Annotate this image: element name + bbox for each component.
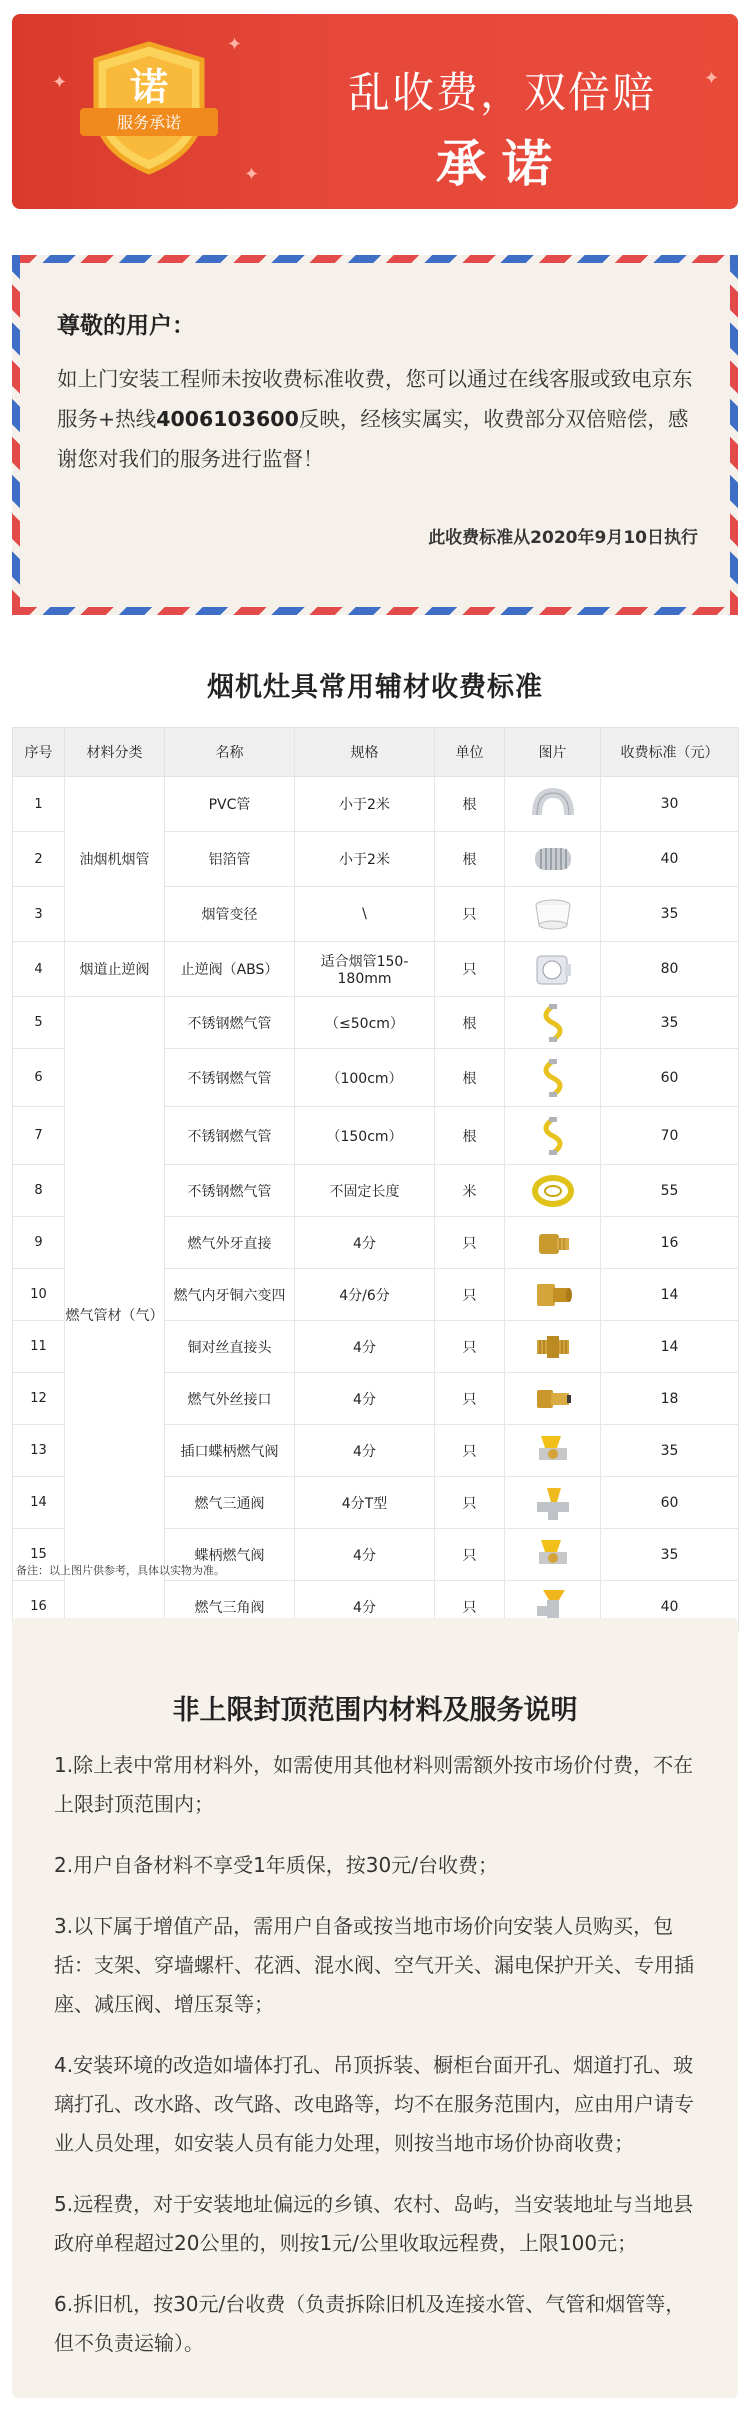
unit-cell: 只	[435, 942, 505, 997]
unit-cell: 只	[435, 1217, 505, 1269]
image-cell	[505, 1477, 601, 1529]
check-valve-icon	[531, 950, 575, 988]
price-cell: 18	[601, 1373, 739, 1425]
image-cell	[505, 1107, 601, 1165]
row-number-cell: 14	[13, 1477, 65, 1529]
spec-cell: 4分	[295, 1581, 435, 1633]
spec-cell: 4分	[295, 1217, 435, 1269]
item-name-cell: 燃气内牙铜六变四	[165, 1269, 295, 1321]
price-cell: 55	[601, 1165, 739, 1217]
pipe-reducer-icon	[531, 895, 575, 933]
row-number-cell: 6	[13, 1049, 65, 1107]
letter-body-text: 如上门安装工程师未按收费标准收费，您可以通过在线客服或致电京东服务+热线	[57, 367, 693, 431]
header-cell: 单位	[435, 728, 505, 777]
sparkle-icon: ✦	[244, 164, 260, 185]
explanation-list	[54, 1746, 704, 2385]
row-number-cell: 2	[13, 832, 65, 887]
table-note: 备注：以上图片供参考，具体以实物为准。	[16, 1564, 225, 1577]
row-number-cell: 10	[13, 1269, 65, 1321]
gas-hose-coil-icon	[531, 1172, 575, 1210]
table-header-row	[13, 728, 739, 777]
unit-cell: 根	[435, 1107, 505, 1165]
image-cell	[505, 1165, 601, 1217]
notice-letter	[12, 255, 738, 615]
image-cell	[505, 1049, 601, 1107]
spec-cell: （≤50cm）	[295, 997, 435, 1049]
row-number-cell: 7	[13, 1107, 65, 1165]
unit-cell: 只	[435, 1425, 505, 1477]
fee-table	[12, 727, 739, 1633]
unit-cell: 根	[435, 997, 505, 1049]
price-cell: 70	[601, 1107, 739, 1165]
row-number-cell: 9	[13, 1217, 65, 1269]
row-number-cell: 11	[13, 1321, 65, 1373]
explanation-item: 3.以下属于增值产品，需用户自备或按当地市场价向安装人员购买，包括：支架、穿墙螺杆、花洒、混水阀、空气开关、漏电保护开关、专用插座、减压阀、增压泵等；	[54, 1914, 694, 2016]
price-cell: 60	[601, 1477, 739, 1529]
spec-cell: 4分	[295, 1321, 435, 1373]
spec-cell: 4分T型	[295, 1477, 435, 1529]
badge-char: 诺	[129, 67, 169, 109]
spec-cell: 4分	[295, 1529, 435, 1581]
spec-cell: 4分	[295, 1373, 435, 1425]
spec-cell: 小于2米	[295, 832, 435, 887]
table-row	[13, 777, 739, 832]
header-cell: 序号	[13, 728, 65, 777]
unit-cell: 根	[435, 777, 505, 832]
header-cell: 名称	[165, 728, 295, 777]
spec-cell: 不固定长度	[295, 1165, 435, 1217]
row-number-cell: 12	[13, 1373, 65, 1425]
unit-cell: 根	[435, 832, 505, 887]
sparkle-icon: ✦	[704, 68, 720, 89]
letter-greeting: 尊敬的用户：	[57, 313, 195, 339]
spec-cell: 4分	[295, 1425, 435, 1477]
foil-pipe-icon	[531, 840, 575, 878]
brass-fitting-icon	[531, 1224, 575, 1262]
item-name-cell: 不锈钢燃气管	[165, 1107, 295, 1165]
image-cell	[505, 1425, 601, 1477]
item-name-cell: 燃气外丝接口	[165, 1373, 295, 1425]
spec-cell: \	[295, 887, 435, 942]
price-cell: 14	[601, 1269, 739, 1321]
airmail-border	[12, 255, 738, 263]
brass-reducer-icon	[531, 1276, 575, 1314]
price-cell: 35	[601, 1529, 739, 1581]
airmail-border	[12, 607, 738, 615]
price-cell: 40	[601, 832, 739, 887]
banner-headline: 乱收费，双倍赔	[347, 68, 656, 117]
pvc-pipe-icon	[531, 785, 575, 823]
promise-banner	[12, 14, 738, 209]
spec-cell: （100cm）	[295, 1049, 435, 1107]
category-cell: 烟道止逆阀	[65, 942, 165, 997]
header-cell: 图片	[505, 728, 601, 777]
item-name-cell: 燃气三通阀	[165, 1477, 295, 1529]
service-explanation	[12, 1618, 738, 2398]
table-row	[13, 942, 739, 997]
unit-cell: 只	[435, 1373, 505, 1425]
butterfly-valve-icon	[531, 1536, 575, 1574]
price-cell: 35	[601, 1425, 739, 1477]
unit-cell: 只	[435, 1529, 505, 1581]
airmail-border	[12, 255, 20, 615]
row-number-cell: 15	[13, 1529, 65, 1581]
image-cell	[505, 942, 601, 997]
item-name-cell: 止逆阀（ABS）	[165, 942, 295, 997]
item-name-cell: PVC管	[165, 777, 295, 832]
image-cell	[505, 832, 601, 887]
price-cell: 16	[601, 1217, 739, 1269]
image-cell	[505, 1321, 601, 1373]
spec-cell: （150cm）	[295, 1107, 435, 1165]
table-row	[13, 997, 739, 1049]
letter-body-text: 反映，经核实属实，收费部分双倍赔偿，感谢您对我们的服务进行监督！	[57, 407, 689, 471]
item-name-cell: 插口蝶柄燃气阀	[165, 1425, 295, 1477]
explanation-item: 6.拆旧机，按30元/台收费（负责拆除旧机及连接水管、气管和烟管等，但不负责运输）。	[54, 2292, 686, 2355]
item-name-cell: 燃气三角阀	[165, 1581, 295, 1633]
promise-badge-icon	[74, 38, 224, 178]
category-cell: 燃气管材（气）	[65, 997, 165, 1633]
table-title: 烟机灶具常用辅材收费标准	[207, 672, 543, 703]
price-cell: 60	[601, 1049, 739, 1107]
brass-connector-icon	[531, 1380, 575, 1418]
price-cell: 30	[601, 777, 739, 832]
image-cell	[505, 1373, 601, 1425]
item-name-cell: 不锈钢燃气管	[165, 1165, 295, 1217]
unit-cell: 米	[435, 1165, 505, 1217]
image-cell	[505, 777, 601, 832]
sparkle-icon: ✦	[227, 34, 243, 55]
header-cell: 材料分类	[65, 728, 165, 777]
image-cell	[505, 1529, 601, 1581]
category-cell: 油烟机烟管	[65, 777, 165, 942]
brass-nipple-icon	[531, 1328, 575, 1366]
unit-cell: 只	[435, 1477, 505, 1529]
unit-cell: 只	[435, 887, 505, 942]
explanation-item: 5.远程费，对于安装地址偏远的乡镇、农村、岛屿，当安装地址与当地县政府单程超过20公里的，则按1元/公里收取远程费，上限100元；	[54, 2192, 694, 2255]
explanation-item: 4.安装环境的改造如墙体打孔、吊顶拆装、橱柜台面开孔、烟道打孔、玻璃打孔、改水路、改气路、改电路等，均不在服务范围内，应由用户请专业人员处理，如安装人员有能力处理，则按当地市场价协商收费；	[54, 2053, 694, 2155]
hotline-number: 4006103600	[156, 407, 299, 431]
header-cell: 收费标准（元）	[601, 728, 739, 777]
item-name-cell: 蝶柄燃气阀	[165, 1529, 295, 1581]
unit-cell: 只	[435, 1269, 505, 1321]
spec-cell: 4分/6分	[295, 1269, 435, 1321]
row-number-cell: 1	[13, 777, 65, 832]
item-name-cell: 不锈钢燃气管	[165, 997, 295, 1049]
row-number-cell: 13	[13, 1425, 65, 1477]
letter-body	[57, 359, 697, 479]
price-cell: 35	[601, 887, 739, 942]
row-number-cell: 16	[13, 1581, 65, 1633]
explanation-item: 1.除上表中常用材料外，如需使用其他材料则需额外按市场价付费，不在上限封顶范围内；	[54, 1753, 694, 1816]
gas-hose-icon	[531, 1117, 575, 1155]
unit-cell: 根	[435, 1049, 505, 1107]
explanation-title: 非上限封顶范围内材料及服务说明	[172, 1695, 578, 1726]
image-cell	[505, 1269, 601, 1321]
item-name-cell: 不锈钢燃气管	[165, 1049, 295, 1107]
spec-cell: 小于2米	[295, 777, 435, 832]
gas-hose-icon	[531, 1004, 575, 1042]
image-cell	[505, 887, 601, 942]
unit-cell: 只	[435, 1321, 505, 1373]
item-name-cell: 铝箔管	[165, 832, 295, 887]
price-cell: 14	[601, 1321, 739, 1373]
row-number-cell: 5	[13, 997, 65, 1049]
butterfly-valve-icon	[531, 1432, 575, 1470]
unit-cell: 只	[435, 1581, 505, 1633]
banner-subheadline: 承诺	[436, 135, 568, 193]
badge-ribbon-text: 服务承诺	[116, 115, 182, 132]
item-name-cell: 烟管变径	[165, 887, 295, 942]
row-number-cell: 3	[13, 887, 65, 942]
image-cell	[505, 997, 601, 1049]
price-cell: 40	[601, 1581, 739, 1633]
header-cell: 规格	[295, 728, 435, 777]
sparkle-icon: ✦	[52, 72, 68, 93]
row-number-cell: 4	[13, 942, 65, 997]
item-name-cell: 燃气外牙直接	[165, 1217, 295, 1269]
gas-hose-icon	[531, 1059, 575, 1097]
tee-valve-icon	[531, 1484, 575, 1522]
price-cell: 80	[601, 942, 739, 997]
image-cell	[505, 1217, 601, 1269]
price-cell: 35	[601, 997, 739, 1049]
row-number-cell: 8	[13, 1165, 65, 1217]
spec-cell: 适合烟管150-180mm	[295, 942, 435, 997]
explanation-item: 2.用户自备材料不享受1年质保，按30元/台收费；	[54, 1853, 498, 1877]
effective-date: 此收费标准从2020年9月10日执行	[428, 528, 698, 548]
item-name-cell: 铜对丝直接头	[165, 1321, 295, 1373]
airmail-border	[730, 255, 738, 615]
